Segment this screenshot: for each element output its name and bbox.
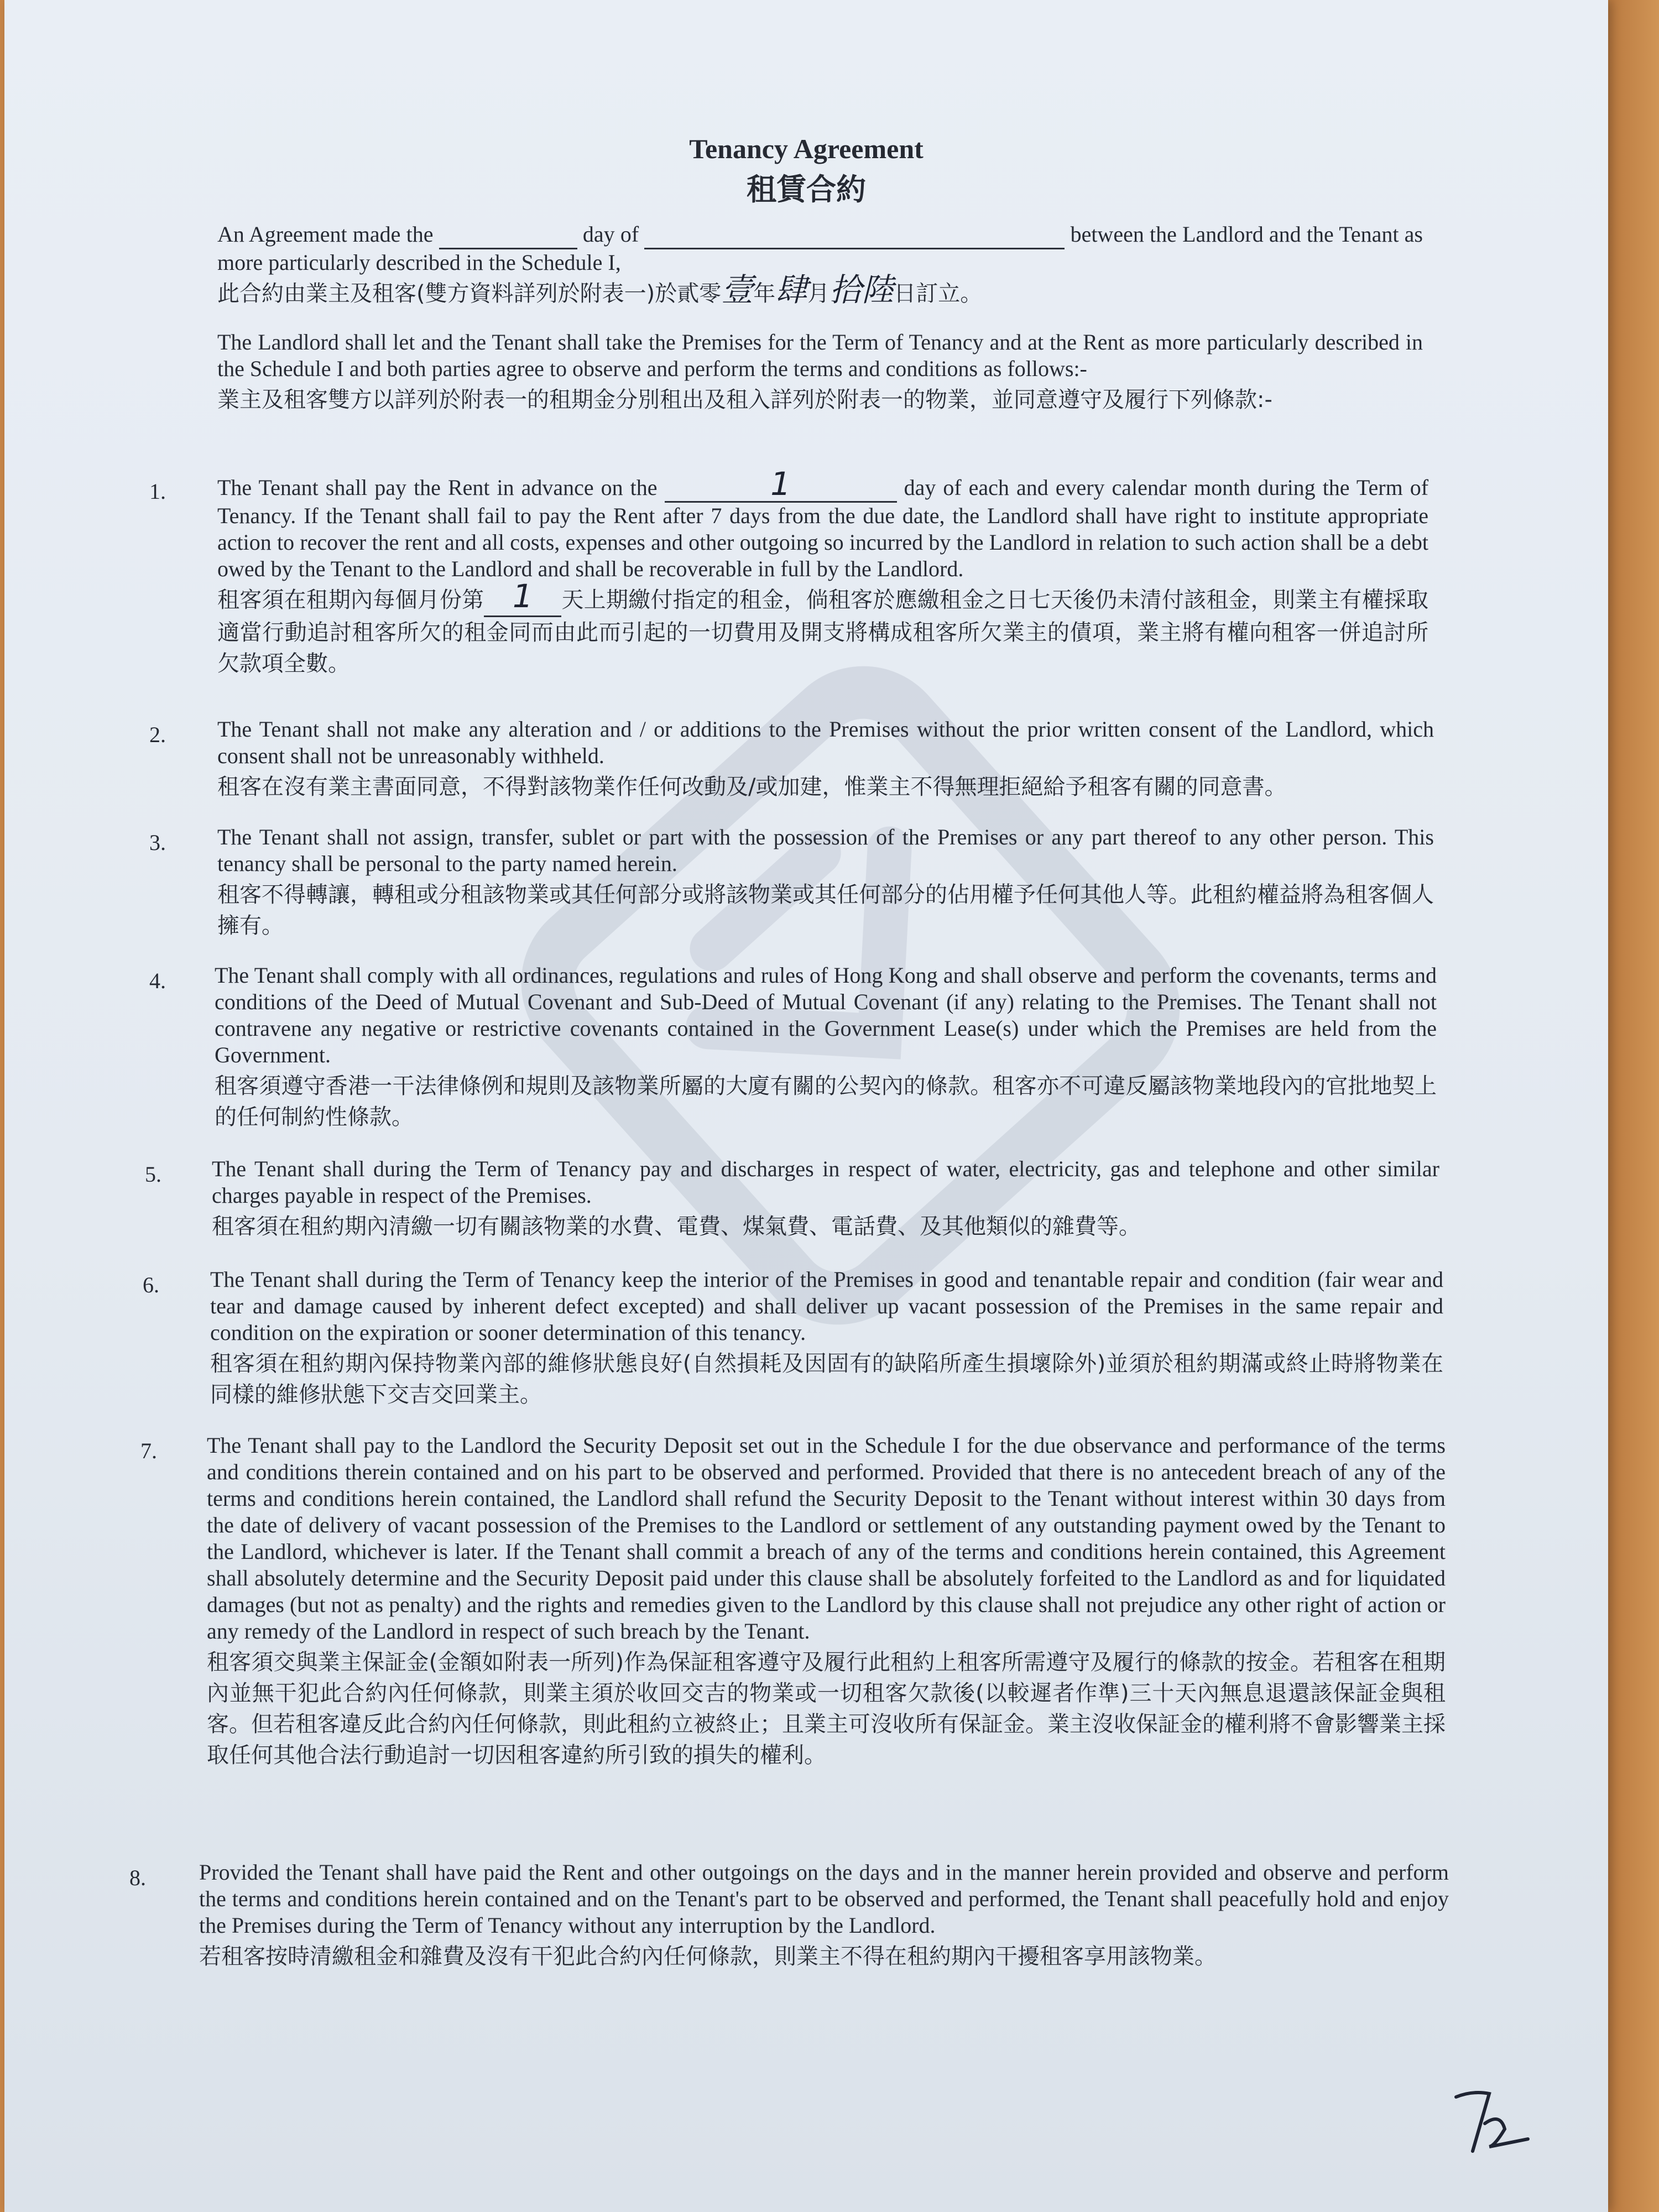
clause-3-chinese: 租客不得轉讓，轉租或分租該物業或其任何部分或將該物業或其任何部分的佔用權予任何其他人等。此租約權益將為租客個人擁有。 (217, 882, 1434, 938)
preamble-paragraph (217, 329, 1423, 415)
clause-8-chinese: 若租客按時清繳租金和雜費及沒有干犯此合約內任何條款，則業主不得在租約期內干擾租客享用該物業。 (199, 1944, 1217, 1969)
clause-number: 7. (140, 1438, 157, 1463)
handwritten-year: 壹 (721, 271, 754, 309)
handwritten-day: 拾陸 (830, 271, 894, 309)
title-chinese: 租賃合約 (747, 172, 866, 207)
preamble-english: The Landlord shall let and the Tenant shall take the Premises for the Term of Tenancy and at the Rent as more particularly described in the Schedule I and both parties agree to observe and perform the terms and conditions as follows:- (217, 330, 1423, 381)
table-surface (1604, 0, 1659, 2212)
clause-number: 3. (149, 830, 166, 855)
title-english: Tenancy Agreement (689, 133, 924, 164)
clause-5-chinese: 租客須在租約期內清繳一切有關該物業的水費、電費、煤氣費、電話費、及其他類似的雜費等。 (212, 1214, 1141, 1239)
clause-7-english: The Tenant shall pay to the Landlord the Security Deposit set out in the Schedule I for the due observance and performance of the terms and conditions therein contained and on his part to be observed and performed. Provided that there is no antecedent breach of any of the terms and conditions herein contained, the Landlord shall refund the Security Deposit to the Tenant without interest within 30 days from the date of delivery of vacant possession of the Premises to the Landlord or settlement of any outstanding payment owed by the Tenant to the Landlord, whichever is later. If the Tenant shall commit a breach of any of the terms and conditions herein contained, this Agreement shall absolutely determine and the Security Deposit paid under this clause shall be absolutely forfeited to the Landlord as and for liquidated damages (but not as penalty) and the rights and remedies given to the Landlord by this clause shall not prejudice any other right of action or any remedy of the Landlord in respect of such breach by the Tenant. (207, 1433, 1446, 1644)
handwritten-rent-day: 1 (770, 465, 791, 503)
clause-1-english: The Tenant shall pay the Rent in advance on the 1 day of each and every calendar month during the Term of Tenancy. If the Tenant shall fail to pay the Rent after 7 days from the due date, the Landlord shall have right to institute appropriate action to recover the rent and all costs, expenses and other outgoing so incurred by the Landlord in relation to such action shall be a debt owed by the Tenant to the Landlord and shall be recoverable in full by the Landlord. (217, 465, 1429, 581)
day-blank (439, 221, 577, 249)
clause-number: 1. (149, 479, 166, 504)
clause-number: 4. (149, 968, 166, 993)
clause-number: 5. (145, 1162, 161, 1187)
clause-1-chinese: 租客須在租期內每個月份第 1 天上期繳付指定的租金，倘租客於應繳租金之日七天後仍未清付該租金，則業主有權採取適當行動追討租客所欠的租金同而由此而引起的一切費用及開支將構成租客所欠業主的債項，業主將有權向租客一併追討所欠款項全數。 (217, 577, 1429, 676)
clause-4-chinese: 租客須遵守香港一干法律條例和規則及該物業所屬的大廈有關的公契內的條款。租客亦不可違反屬該物業地段內的官批地契上的任何制約性條款。 (215, 1073, 1437, 1130)
clause-2-english: The Tenant shall not make any alteration and / or additions to the Premises without the prior written consent of the Landlord, which consent shall not be unreasonably withheld. (217, 717, 1434, 768)
clause-6 (210, 1266, 1443, 1410)
handwritten-initials (1451, 2085, 1539, 2157)
clause-7-chinese: 租客須交與業主保証金(金額如附表一所列)作為保証租客遵守及履行此租約上租客所需遵守及履行的條款的按金。若租客在租期內並無干犯此合約內任何條款，則業主須於收回交吉的物業或一切租客欠款後(以較遲者作準)三十天內無息退還該保証金與租客。但若租客違反此合約內任何條款，則此租約立被終止；且業主可沒收所有保証金。業主沒收保証金的權利將不會影響業主採取任何其他合法行動追討一切因租客違約所引致的損失的權利。 (207, 1650, 1446, 1768)
intro-english: An Agreement made the day of between the Landlord and the Tenant as more particularly described in the Schedule I, (217, 222, 1423, 275)
clause-8-english: Provided the Tenant shall have paid the Rent and other outgoings on the days and in the manner herein provided and observe and perform the terms and conditions herein contained and on the Tenant's part to be observed and performed, the Tenant shall peacefully hold and enjoy the Premises during the Term of Tenancy without any interruption by the Landlord. (199, 1860, 1449, 1938)
clause-5 (212, 1156, 1439, 1242)
clause-6-english: The Tenant shall during the Term of Tenancy keep the interior of the Premises in good and tenantable repair and condition (fair wear and tear and damage caused by inherent defect excepted) and shall deliver up vacant possession of the Premises in the same repair and condition on the expiration or sooner determination of this tenancy. (210, 1267, 1443, 1345)
zh-rent-day-blank: 1 (484, 585, 561, 617)
clause-4-english: The Tenant shall comply with all ordinances, regulations and rules of Hong Kong and shall observe and perform the covenants, terms and conditions of the Deed of Mutual Covenant and Sub-Deed of Mutual Covenant (if any) relating to the Premises. The Tenant shall not contravene any negative or restrictive covenants contained in the Government Lease(s) under which the Premises are held from the Government. (215, 963, 1437, 1067)
document-content (4, 0, 1608, 2212)
clause-5-english: The Tenant shall during the Term of Tenancy pay and discharges in respect of water, electricity, gas and telephone and other similar charges payable in respect of the Premises. (212, 1156, 1439, 1208)
clause-number: 6. (143, 1272, 159, 1297)
intro-paragraph (217, 221, 1423, 309)
rent-day-blank (665, 465, 897, 503)
clause-3-english: The Tenant shall not assign, transfer, sublet or part with the possession of the Premises or any part thereof to any other person. This tenancy shall be personal to the party named herein. (217, 825, 1434, 876)
clause-3 (217, 824, 1434, 941)
month-blank (644, 221, 1065, 249)
clause-4 (215, 962, 1437, 1133)
clause-1 (217, 465, 1429, 679)
handwritten-month: 肆 (775, 271, 808, 309)
clause-8 (199, 1859, 1449, 1972)
clause-number: 8. (129, 1865, 146, 1890)
preamble-chinese: 業主及租客雙方以詳列於附表一的租期金分別租出及租入詳列於附表一的物業，並同意遵守及履行下列條款:- (217, 387, 1272, 413)
clause-7 (207, 1432, 1446, 1771)
clause-6-chinese: 租客須在租約期內保持物業內部的維修狀態良好(自然損耗及因固有的缺陷所產生損壞除外)並須於租約期滿或終止時將物業在同樣的維修狀態下交吉交回業主。 (210, 1351, 1443, 1407)
clause-2-chinese: 租客在沒有業主書面同意，不得對該物業作任何改動及/或加建，惟業主不得無理拒絕給予租客有關的同意書。 (217, 774, 1287, 800)
intro-chinese: 此合約由業主及租客(雙方資料詳列於附表一)於貳零壹年肆月拾陸日訂立。 (217, 271, 983, 309)
clause-2 (217, 716, 1434, 802)
document-page (4, 0, 1608, 2212)
clause-number: 2. (149, 722, 166, 747)
